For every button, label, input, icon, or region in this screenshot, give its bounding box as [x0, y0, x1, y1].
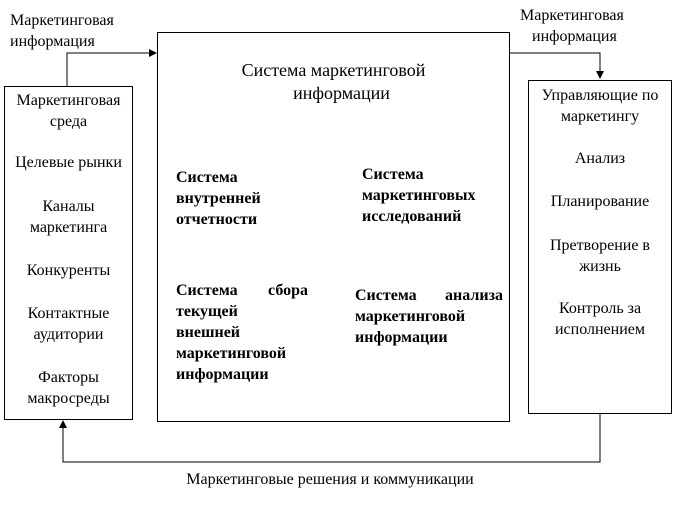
marketing-analysis-system: Система анализа маркетинговой информации — [355, 287, 503, 346]
managers-title: Управляющие по маркетингу — [541, 87, 659, 125]
marketing-intelligence-system: Система сбора текущей внешней маркетинговой информации — [176, 282, 308, 383]
managers-item-analysis: Анализ — [574, 150, 626, 167]
flow-arrow-env-to-system — [67, 53, 156, 86]
system-title: Система маркетинговой информации — [241, 60, 426, 103]
marketing-research-system: Система маркетинговых исследований — [362, 166, 476, 225]
managers-item-planning: Планирование — [550, 193, 650, 210]
internal-reporting-system: Система внутренней отчетности — [176, 169, 261, 228]
environment-item-channels: Каналы маркетинга — [29, 198, 108, 236]
environment-item-competitors: Конкуренты — [26, 262, 111, 279]
environment-item-target-markets: Целевые рынки — [15, 154, 122, 171]
environment-item-audiences: Контактные аудитории — [27, 305, 110, 343]
bottom-flow-label: Маркетинговые решения и коммуникации — [186, 471, 474, 488]
left-flow-label: Маркетинговая информация — [10, 12, 114, 50]
managers-item-control: Контроль за исполнением — [554, 300, 645, 338]
right-flow-label: Маркетинговая информация — [520, 7, 624, 45]
environment-item-macro-factors: Факторы макросреды — [27, 369, 110, 407]
flow-arrow-system-to-managers — [510, 53, 600, 78]
managers-item-implementation: Претворение в жизнь — [550, 237, 650, 275]
environment-title: Маркетинговая среда — [16, 92, 121, 130]
